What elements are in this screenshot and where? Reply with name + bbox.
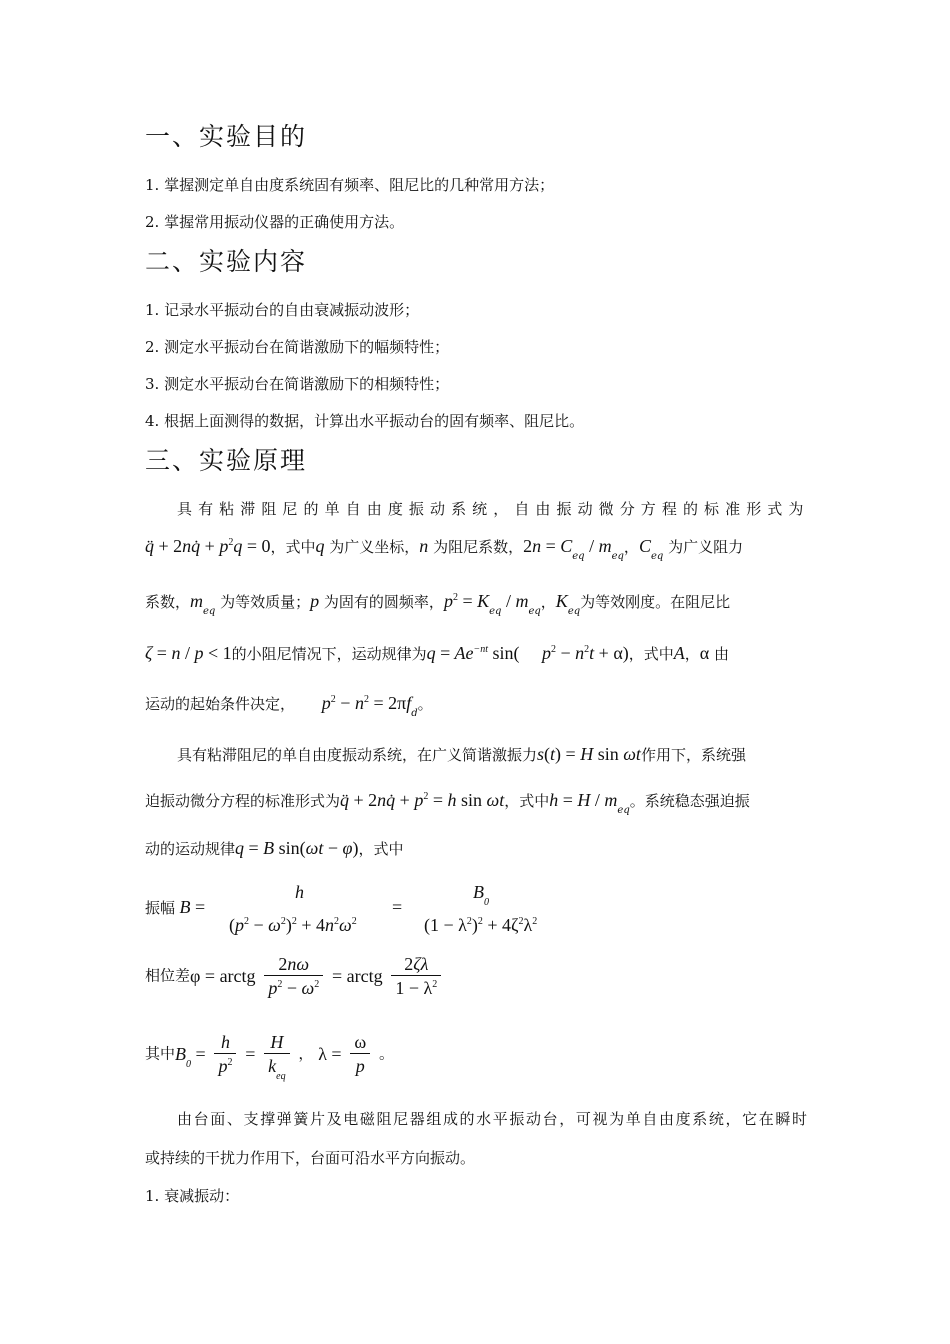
phase-formula: 相位差φ = arctg $\frac{2n\omega}{p^2 - \omega^2}$ = arctg $\frac{2\zeta\lambda}{1 - \lambda^2}$ (145, 955, 445, 997)
content-item-1: 1. 记录水平振动台的自由衰减振动波形； (145, 301, 420, 319)
content-item-3: 3. 测定水平振动台在简谐激励下的相频特性； (145, 375, 450, 393)
paragraph-2-line-2: 迫振动微分方程的标准形式为q̈ + 2nq̇ + $p^2 = h$ sin ωt，式中$h = H / m_{eq}$。系统稳态强迫振 (145, 790, 750, 816)
amplitude-numerator: h (295, 882, 304, 902)
content-item-4: 4. 根据上面测得的数据，计算出水平振动台的固有频率、阻尼比。 (145, 412, 585, 430)
paragraph-2-line-1: 具有粘滞阻尼的单自由度振动系统，在广义简谐激振力s(t) = H sin ωt作用下，系统强 (177, 744, 746, 764)
damped-frequency: $p^2 - n^2 = 2\pi f$ (321, 693, 412, 713)
equals-sign: = (392, 897, 403, 917)
excitation-force: s(t) = H sin ωt (537, 744, 641, 764)
paragraph-2-line-3: 动的运动规律q = B sin(ωt − φ)，式中 (145, 838, 404, 858)
paragraph-1-line-3: 系数，$m_{eq}$ 为等效质量；p 为固有的圆频率，$p^2 = K_{eq} / m_{eq}$，$K_{eq}$为等效刚度。在阻尼比 (145, 591, 731, 617)
decay-item: 1. 衰减振动： (145, 1187, 240, 1205)
damping-ratio-condition: ζ = n / p < 1 (145, 643, 232, 663)
free-motion-law: $q = Ae^{-nt}$ sin( $p^2 - n^2t + \alpha$) (426, 643, 629, 663)
section-title-principle: 三、实验原理 (145, 446, 308, 475)
paragraph-1-line-5: 运动的起始条件决定， $p^2 - n^2 = 2\pi f_d$。 (145, 693, 433, 719)
section-title-content: 二、实验内容 (145, 247, 308, 276)
objective-item-1: 1. 掌握测定单自由度系统固有频率、阻尼比的几种常用方法； (145, 176, 555, 194)
steady-motion-law: q = B sin(ωt − φ) (235, 838, 359, 858)
amplitude-label: 振幅 B = (145, 897, 206, 917)
ratio-definitions: 其中$B_0$ = $\frac{h}{p^2}$ = $\frac{H}{k_{eq}}$ ， λ = $\frac{\omega}{p}$ 。 (145, 1032, 395, 1082)
objective-item-2: 2. 掌握常用振动仪器的正确使用方法。 (145, 213, 405, 231)
paragraph-1-line-2: q̈ + 2nq̇ + $p^2q = 0$，式中q 为广义坐标，n 为阻尼系数，$2n = C_{eq} / m_{eq}$，$C_{eq}$ 为广义阻力 (145, 536, 744, 562)
amplitude-ratio-numerator: $B_0$ (473, 882, 489, 908)
content-item-2: 2. 测定水平振动台在简谐激励下的幅频特性； (145, 338, 450, 356)
amplitude-denominator: $(p^2 - \omega^2)^2 + 4n^2\omega^2$ (229, 915, 357, 935)
paragraph-3-line-1: 由台面、支撑弹簧片及电磁阻尼器组成的水平振动台，可视为单自由度系统，它在瞬时 (177, 1110, 807, 1128)
paragraph-1-line-1: 具有粘滞阻尼的单自由度振动系统，自由振动微分方程的标准形式为 (177, 500, 807, 518)
paragraph-1-line-4: ζ = n / p < 1的小阻尼情况下，运动规律为$q = Ae^{-nt}$ sin( $p^2 - n^2t + \alpha$)，式中A，α 由 (145, 643, 730, 663)
free-vibration-equation: q̈ + 2nq̇ + $p^2q = 0$ (145, 536, 271, 556)
paragraph-3-line-2: 或持续的干扰力作用下，台面可沿水平方向振动。 (145, 1149, 476, 1167)
section-title-objective: 一、实验目的 (145, 122, 308, 151)
forced-vibration-equation: q̈ + 2nq̇ + $p^2 = h$ sin ωt (340, 790, 505, 810)
amplitude-ratio-denominator: $(1 - \lambda^2)^2 + 4\zeta^2\lambda^2$ (424, 915, 538, 935)
